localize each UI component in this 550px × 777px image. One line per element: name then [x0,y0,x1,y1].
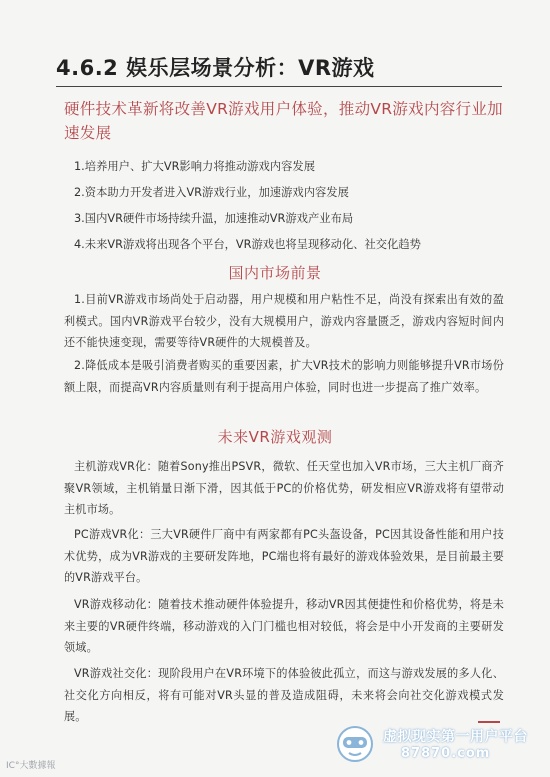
domestic-paragraph-2: 2.降低成本是吸引消费者购买的重要因素，扩大VR技术的影响力则能够提升VR市场份额上限，而提高VR内容质量则有利于提高用户体验，同时也进一步提高了推广效率。 [64,359,504,394]
source-credit: IC°大數據報 [6,761,56,771]
title-underline [56,86,502,87]
section-title-future: 未来VR游戏观测 [217,428,333,446]
future-paragraph-social: VR游戏社交化：现阶段用户在VR环境下的体验彼此孤立，而这与游戏发展的多人化、社交化方向相反，将有可能对VR头显的普及造成阻碍，未来将会向社交化游戏模式发展。 [64,667,504,723]
future-paragraph-mobile: VR游戏移动化：随着技术推动硬件体验提升，移动VR因其便捷性和价格优势，将是未来主要的VR硬件终端，移动游戏的入门门槛也相对较低，将会是中小开发商的主要研发领域。 [64,598,504,654]
mascot-logo-icon [333,722,377,770]
watermark-text: 虚拟现实第一用户平台 [383,729,528,745]
list-item: 1.培养用户、扩大VR影响力将推动游戏内容发展 [74,160,315,173]
future-paragraph-console: 主机游戏VR化：随着Sony推出PSVR，微软、任天堂也加入VR市场，三大主机厂商齐聚VR领域，主机销量日渐下滑，因其低于PC的价格优势，研发相应VR游戏将有望带动主机市场。 [64,460,504,516]
list-item: 2.资本助力开发者进入VR游戏行业，加速游戏内容发展 [74,186,349,199]
list-item: 3.国内VR硬件市场持续升温，加速推动VR游戏产业布局 [74,212,354,225]
list-item: 4.未来VR游戏将出现各个平台，VR游戏也将呈现移动化、社交化趋势 [74,238,421,251]
headline: 硬件技术革新将改善VR游戏用户体验，推动VR游戏内容行业加速发展 [64,100,503,142]
summary-list [74,154,514,258]
watermark [333,722,543,766]
section-title-domestic: 国内市场前景 [228,264,322,282]
watermark-url: 87870.com [401,746,491,761]
domestic-paragraph-1: 1.目前VR游戏市场尚处于启动器，用户规模和用户粘性不足，尚没有探索出有效的盈利模式。国内VR游戏平台较少，没有大规模用户，游戏内容量匮乏，游戏内容短时间内还不能快速变现，需要等待VR硬件的大规模普及。 [64,293,504,349]
future-paragraph-pc: PC游戏VR化：三大VR硬件厂商中有两家都有PC头盔设备，PC因其设备性能和用户技术优势，成为VR游戏的主要研发阵地，PC端也将有最好的游戏体验效果，是目前最主要的VR游戏平台。 [64,528,504,584]
page-title: 4.6.2 娱乐层场景分析：VR游戏 [56,56,375,80]
